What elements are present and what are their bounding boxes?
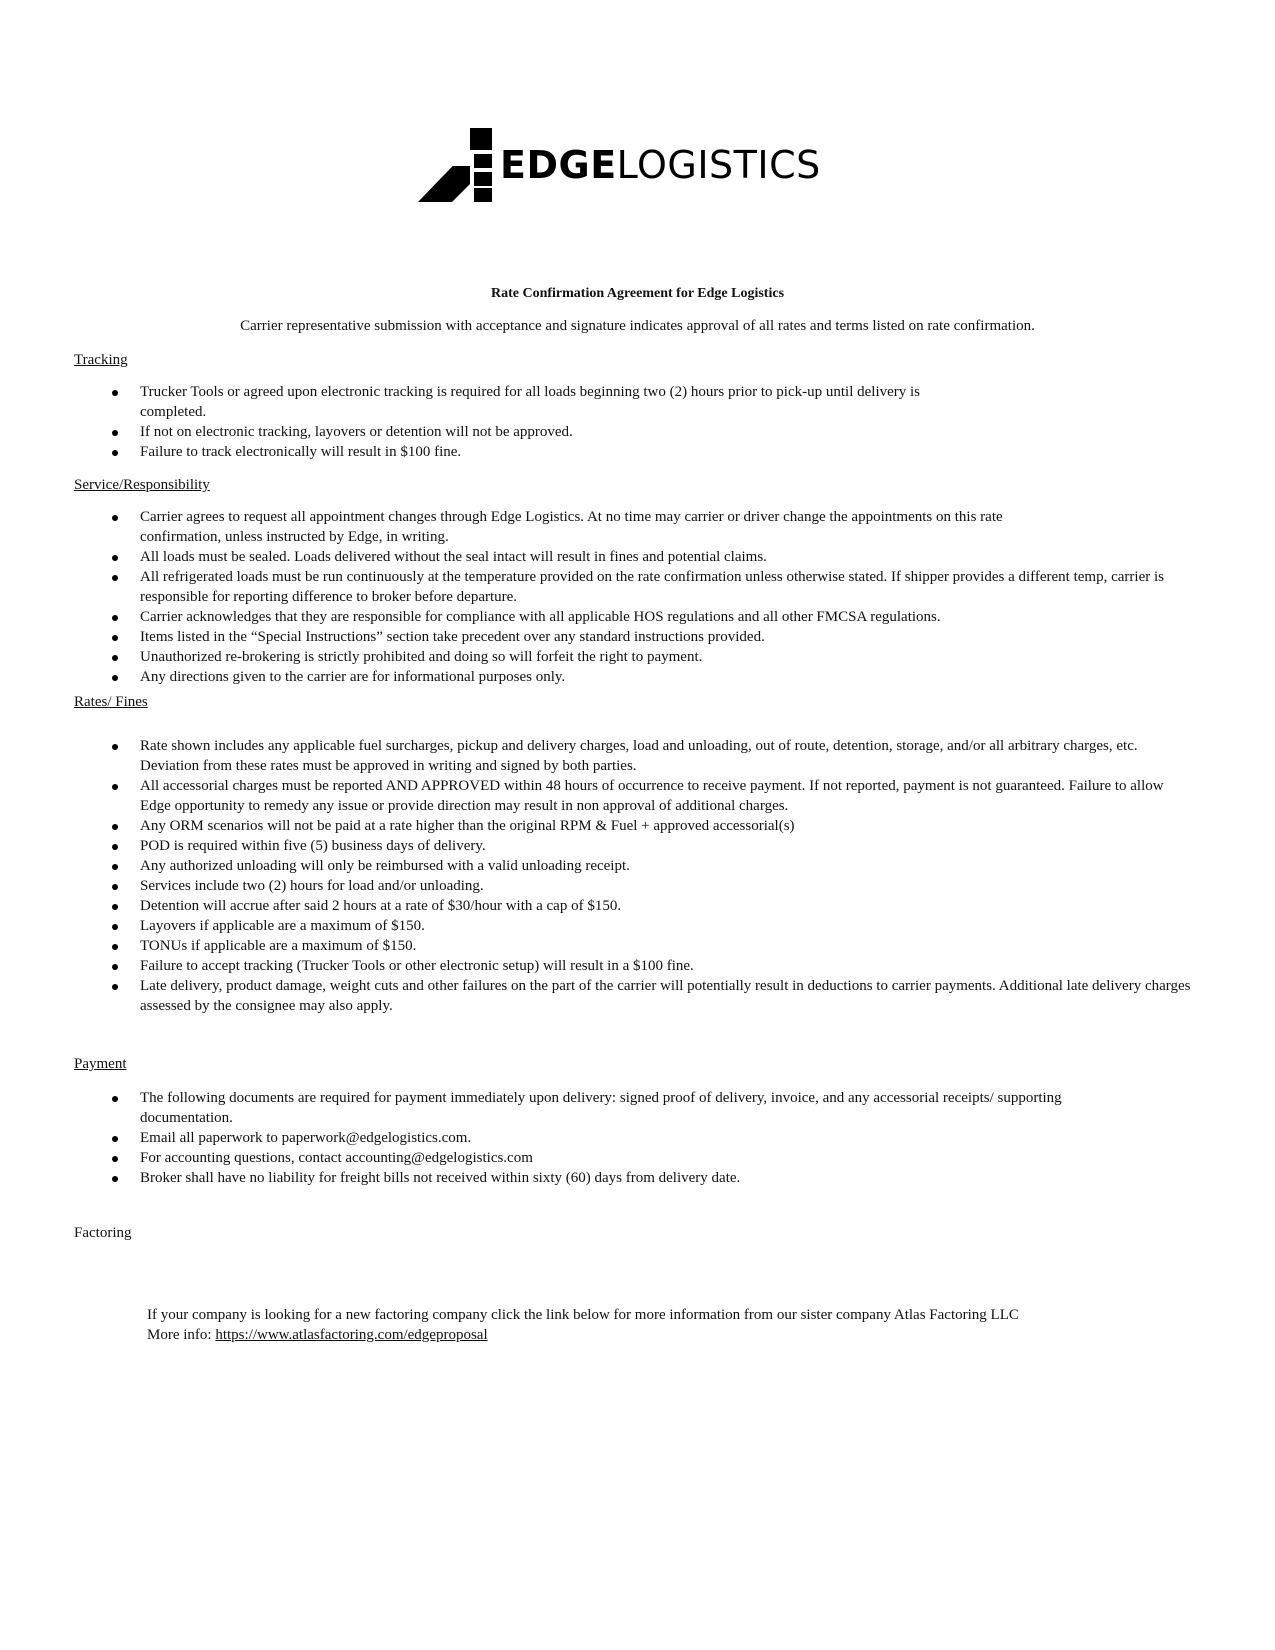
list-item: Any authorized unloading will only be reimbursed with a valid unloading receipt. (104, 856, 1194, 876)
list-item: Broker shall have no liability for freight bills not received within sixty (60) days from delivery date. (104, 1168, 1194, 1188)
more-info-label: More info: (147, 1327, 216, 1343)
list-item: Any directions given to the carrier are for informational purposes only. (104, 667, 1194, 687)
list-item: All loads must be sealed. Loads delivered without the seal intact will result in fines and potential claims. (104, 547, 1194, 567)
logo-wordmark-bold: EDGE (500, 143, 617, 187)
list-item: Rate shown includes any applicable fuel surcharges, pickup and delivery charges, load and unloading, out of route, detention, storage, and/or all arbitrary charges, etc. Deviation from these rates must be approved in writing and signed by both parties. (104, 736, 1140, 776)
document-subtitle: Carrier representative submission with acceptance and signature indicates approval of all rates and terms listed on rate confirmation. (240, 318, 1035, 334)
section-heading-factoring: Factoring (74, 1225, 132, 1241)
list-item: If not on electronic tracking, layovers or detention will not be approved. (104, 422, 1194, 442)
tracking-list (104, 382, 1194, 462)
list-item: Email all paperwork to paperwork@edgelogistics.com. (104, 1128, 1194, 1148)
company-logo (418, 125, 821, 205)
document-title: Rate Confirmation Agreement for Edge Logistics (490, 286, 785, 301)
section-heading-rates: Rates/ Fines (74, 694, 148, 710)
logo-wordmark-light: LOGISTICS (616, 143, 821, 187)
section-heading-payment: Payment (74, 1056, 127, 1072)
factoring-body: If your company is looking for a new factoring company click the link below for more information from our sister company Atlas Factoring LLC (147, 1307, 1019, 1323)
rates-list (104, 736, 1194, 1016)
section-heading-service: Service/Responsibility (74, 477, 210, 493)
list-item: All refrigerated loads must be run continuously at the temperature provided on the rate confirmation unless otherwise stated. If shipper provides a different temp, carrier is responsible for reporting difference to broker before departure. (104, 567, 1194, 607)
atlas-factoring-link[interactable]: https://www.atlasfactoring.com/edgeproposal (215, 1327, 488, 1343)
list-item: Any ORM scenarios will not be paid at a rate higher than the original RPM & Fuel + approved accessorial(s) (104, 816, 1194, 836)
list-item: Failure to track electronically will result in $100 fine. (104, 442, 1194, 462)
list-item: Items listed in the “Special Instructions” section take precedent over any standard instructions provided. (104, 627, 1194, 647)
factoring-more-info (147, 1325, 1227, 1345)
list-item: Failure to accept tracking (Trucker Tools or other electronic setup) will result in a $100 fine. (104, 956, 1194, 976)
edge-logo-mark-icon (418, 128, 492, 202)
service-list (104, 507, 1194, 687)
payment-list (104, 1088, 1194, 1188)
list-item: TONUs if applicable are a maximum of $150. (104, 936, 1194, 956)
list-item: Services include two (2) hours for load and/or unloading. (104, 876, 1194, 896)
list-item: All accessorial charges must be reported AND APPROVED within 48 hours of occurrence to receive payment. If not reported, payment is not guaranteed. Failure to allow Edge opportunity to remedy any issue or provide direction may result in non approval of additional charges. (104, 776, 1194, 816)
list-item: The following documents are required for payment immediately upon delivery: signed proof of delivery, invoice, and any accessorial receipts/ supporting documentation. (104, 1088, 1070, 1128)
logo-wordmark (500, 143, 821, 187)
list-item: Layovers if applicable are a maximum of $150. (104, 916, 1194, 936)
list-item: Detention will accrue after said 2 hours at a rate of $30/hour with a cap of $150. (104, 896, 1194, 916)
list-item: Unauthorized re-brokering is strictly prohibited and doing so will forfeit the right to payment. (104, 647, 1194, 667)
list-item: Carrier acknowledges that they are responsible for compliance with all applicable HOS regulations and all other FMCSA regulations. (104, 607, 1194, 627)
list-item: Trucker Tools or agreed upon electronic tracking is required for all loads beginning two (2) hours prior to pick-up until delivery is completed. (104, 382, 980, 422)
factoring-paragraph (147, 1305, 1227, 1345)
list-item: POD is required within five (5) business days of delivery. (104, 836, 1194, 856)
section-heading-tracking: Tracking (74, 352, 128, 368)
list-item: Carrier agrees to request all appointment changes through Edge Logistics. At no time may carrier or driver change the appointments on this rate confirmation, unless instructed by Edge, in writing. (104, 507, 1070, 547)
list-item: For accounting questions, contact accounting@edgelogistics.com (104, 1148, 1194, 1168)
list-item: Late delivery, product damage, weight cuts and other failures on the part of the carrier will potentially result in deductions to carrier payments. Additional late delivery charges assessed by the consignee may also apply. (104, 976, 1194, 1016)
